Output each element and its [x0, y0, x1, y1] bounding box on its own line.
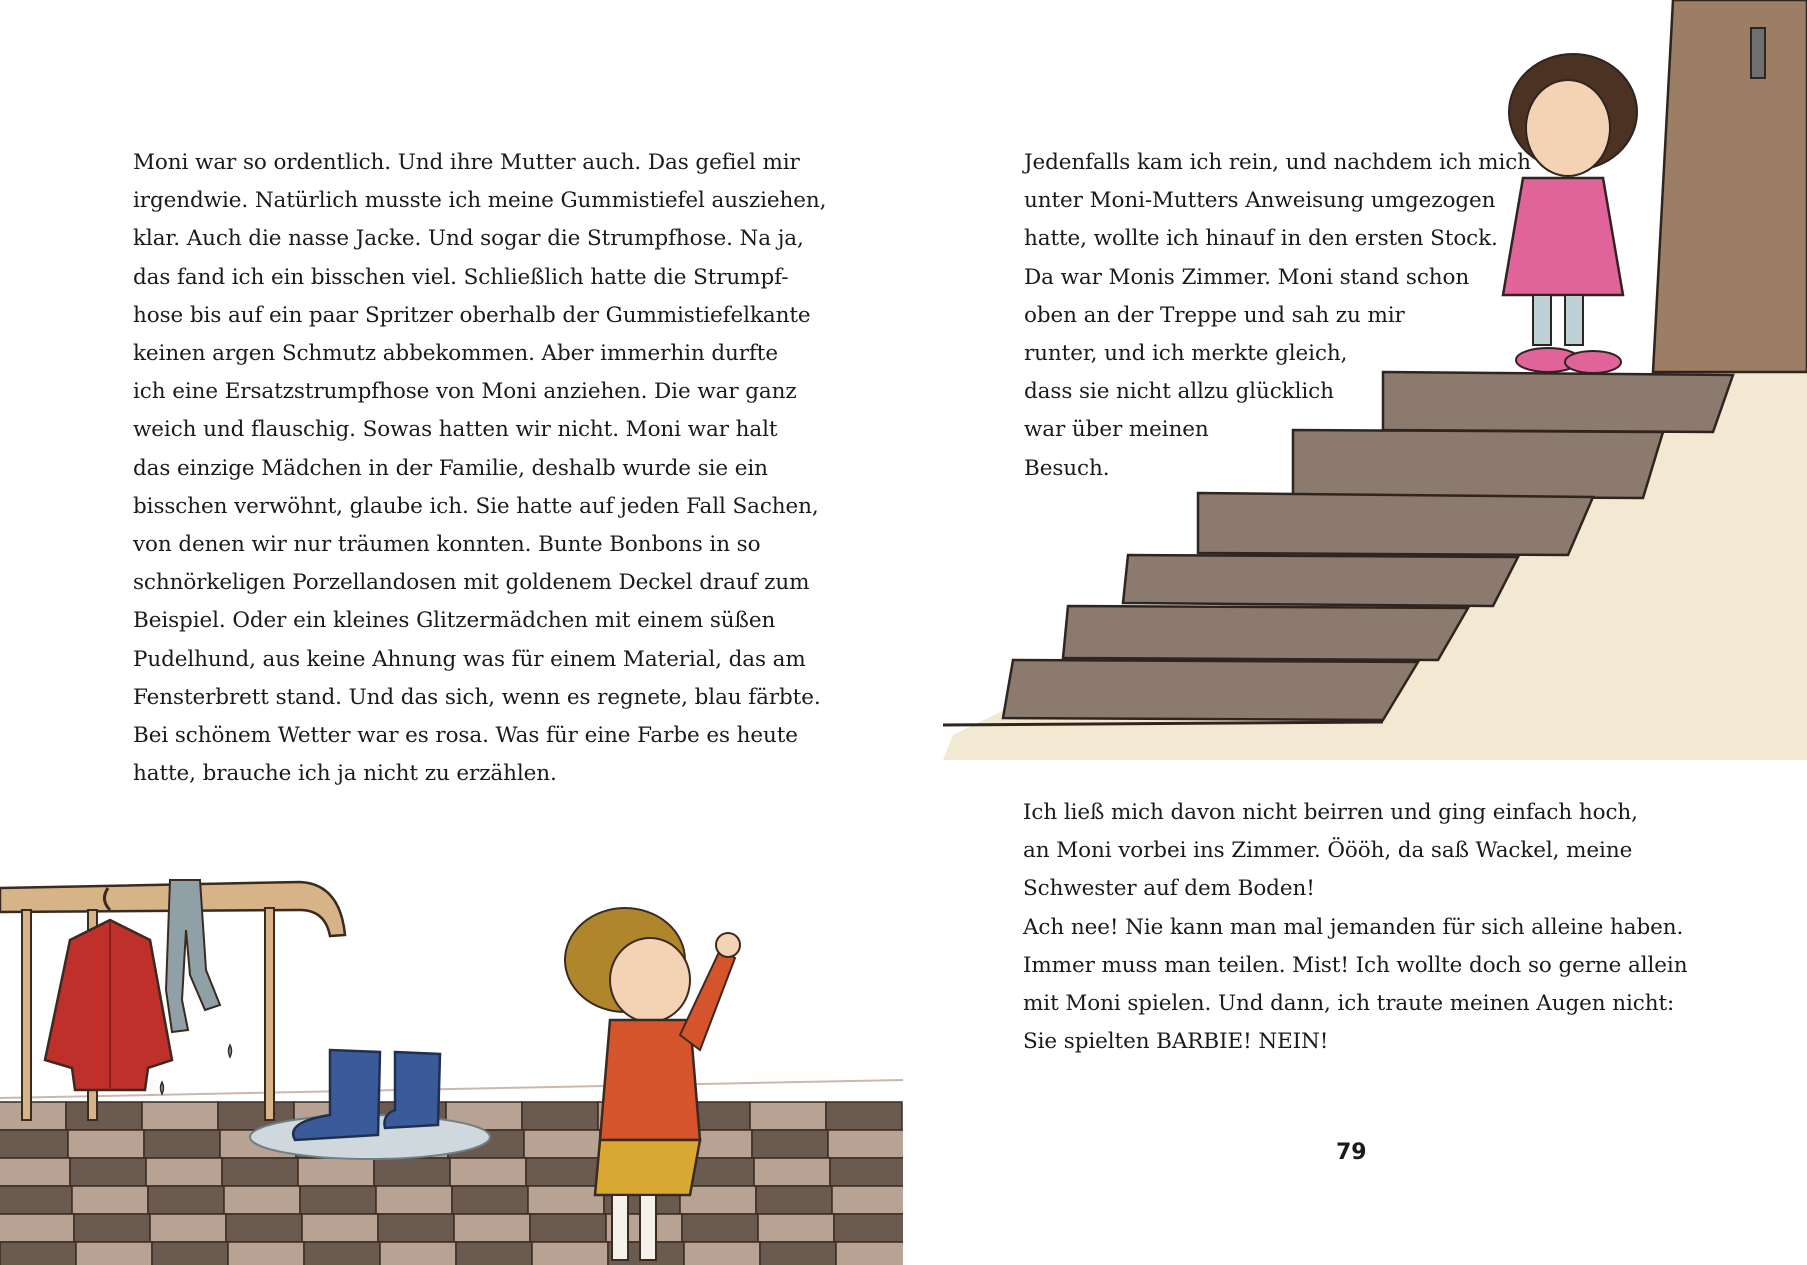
text-line: das fand ich ein bisschen viel. Schließlich hatte die Strumpf-: [133, 264, 789, 290]
text-line: Sie spielten BARBIE! NEIN!: [1023, 1029, 1329, 1055]
floor-tile: [72, 1186, 148, 1214]
text-line: mit Moni spielen. Und dann, ich traute meinen Augen nicht:: [1023, 991, 1675, 1017]
floor-tile: [452, 1186, 528, 1214]
page-number: 79: [1336, 1140, 1367, 1165]
floor-tile: [0, 1130, 68, 1158]
text-line: Beispiel. Oder ein kleines Glitzermädchen mit einem süßen: [133, 608, 776, 634]
floor-tile: [142, 1102, 218, 1130]
text-line: klar. Auch die nasse Jacke. Und sogar die Strumpfhose. Na ja,: [133, 226, 804, 252]
text-line: irgendwie. Natürlich musste ich meine Gummistiefel ausziehen,: [133, 188, 827, 214]
floor-tile: [76, 1242, 152, 1265]
floor-tile: [760, 1242, 836, 1265]
floor-tile: [0, 1186, 72, 1214]
blue-boots: [293, 1050, 440, 1140]
floor-tile: [74, 1214, 150, 1242]
text-line: Da war Monis Zimmer. Moni stand schon: [1024, 264, 1470, 290]
text-line: Fensterbrett stand. Und das sich, wenn es regnete, blau färbte.: [133, 684, 821, 710]
floor-tile: [152, 1242, 228, 1265]
text-line: dass sie nicht allzu glücklich: [1024, 379, 1334, 405]
text-line: war über meinen: [1024, 417, 1209, 443]
text-line: von denen wir nur träumen konnten. Bunte Bonbons in so: [133, 532, 761, 558]
text-line: Bei schönem Wetter war es rosa. Was für eine Farbe es heute: [133, 723, 798, 749]
floor-tile: [0, 1214, 74, 1242]
text-line: Immer muss man teilen. Mist! Ich wollte doch so gerne allein: [1023, 952, 1688, 978]
floor-tile: [66, 1102, 142, 1130]
floor-tile: [836, 1242, 903, 1265]
floor-tile: [380, 1242, 456, 1265]
text-line: hatte, brauche ich ja nicht zu erzählen.: [133, 761, 557, 787]
text-line: bisschen verwöhnt, glaube ich. Sie hatte auf jeden Fall Sachen,: [133, 493, 819, 519]
floor-tile: [144, 1130, 220, 1158]
text-line: Besuch.: [1024, 455, 1110, 481]
floor-tile: [830, 1158, 903, 1186]
floor-tile: [224, 1186, 300, 1214]
text-line: Jedenfalls kam ich rein, und nachdem ich mich: [1024, 150, 1531, 175]
floor-tile: [682, 1214, 758, 1242]
floor-tile: [454, 1214, 530, 1242]
floor-tile: [832, 1186, 903, 1214]
floor-tile: [226, 1214, 302, 1242]
text-line: hose bis auf ein paar Spritzer oberhalb der Gummistiefelkante: [133, 302, 811, 328]
left-page-paragraph: [133, 144, 826, 793]
floor-tile: [828, 1130, 903, 1158]
floor-tile: [148, 1186, 224, 1214]
floor-tile: [530, 1214, 606, 1242]
text-line: Ach nee! Nie kann man mal jemanden für sich alleine haben.: [1023, 914, 1684, 940]
floor-tile: [834, 1214, 903, 1242]
floor-tile: [456, 1242, 532, 1265]
floor-tile: [450, 1158, 526, 1186]
text-line: an Moni vorbei ins Zimmer. Öööh, da saß Wackel, meine: [1023, 838, 1633, 864]
floor-tile: [302, 1214, 378, 1242]
door: [1653, 0, 1807, 372]
floor-tile: [150, 1214, 226, 1242]
floor-tile: [70, 1158, 146, 1186]
floor-tile: [0, 1242, 76, 1265]
right-page: [903, 0, 1807, 1265]
text-line: hatte, wollte ich hinauf in den ersten Stock.: [1024, 226, 1498, 252]
floor-tile: [378, 1214, 454, 1242]
floor-tile: [750, 1102, 826, 1130]
text-line: ich eine Ersatzstrumpfhose von Moni anziehen. Die war ganz: [133, 379, 797, 405]
text-line: das einzige Mädchen in der Familie, deshalb wurde sie ein: [133, 455, 768, 481]
left-page: [0, 0, 903, 1265]
floor-tile: [684, 1242, 760, 1265]
floor-tile: [532, 1242, 608, 1265]
right-page-paragraph-1: [1024, 144, 1531, 488]
wet-tights: [161, 880, 232, 1094]
text-line: oben an der Treppe und sah zu mir: [1024, 302, 1405, 328]
text-line: Ich ließ mich davon nicht beirren und ging einfach hoch,: [1023, 800, 1638, 825]
text-line: unter Moni-Mutters Anweisung umgezogen: [1024, 188, 1496, 214]
floor-tile: [826, 1102, 902, 1130]
floor-tile: [0, 1102, 66, 1130]
red-jacket: [45, 888, 172, 1090]
text-line: schnörkeligen Porzellandosen mit goldenem Deckel drauf zum: [133, 570, 810, 596]
floor-tile: [298, 1158, 374, 1186]
text-line: Schwester auf dem Boden!: [1023, 876, 1315, 902]
right-page-paragraph-2: [1023, 794, 1687, 1061]
floor-tile: [68, 1130, 144, 1158]
text-line: keinen argen Schmutz abbekommen. Aber immerhin durfte: [133, 341, 778, 367]
floor-tile: [300, 1186, 376, 1214]
floor-tile: [374, 1158, 450, 1186]
floor-tile: [758, 1214, 834, 1242]
text-line: weich und flauschig. Sowas hatten wir nicht. Moni war halt: [133, 417, 778, 443]
floor-tile: [754, 1158, 830, 1186]
floor-tile: [528, 1186, 604, 1214]
floor-tile: [228, 1242, 304, 1265]
floor-tile: [756, 1186, 832, 1214]
text-line: Moni war so ordentlich. Und ihre Mutter auch. Das gefiel mir: [133, 150, 800, 175]
floor-tile: [304, 1242, 380, 1265]
floor-tile: [0, 1158, 70, 1186]
floor-tile: [376, 1186, 452, 1214]
floor-tile: [752, 1130, 828, 1158]
text-line: Pudelhund, aus keine Ahnung was für einem Material, das am: [133, 646, 806, 672]
floor-tile: [146, 1158, 222, 1186]
floor-tile: [222, 1158, 298, 1186]
floor-tile: [526, 1158, 602, 1186]
text-line: runter, und ich merkte gleich,: [1024, 341, 1348, 367]
floor-tile: [524, 1130, 600, 1158]
hallway-illustration: [0, 840, 903, 1265]
floor-tile: [522, 1102, 598, 1130]
